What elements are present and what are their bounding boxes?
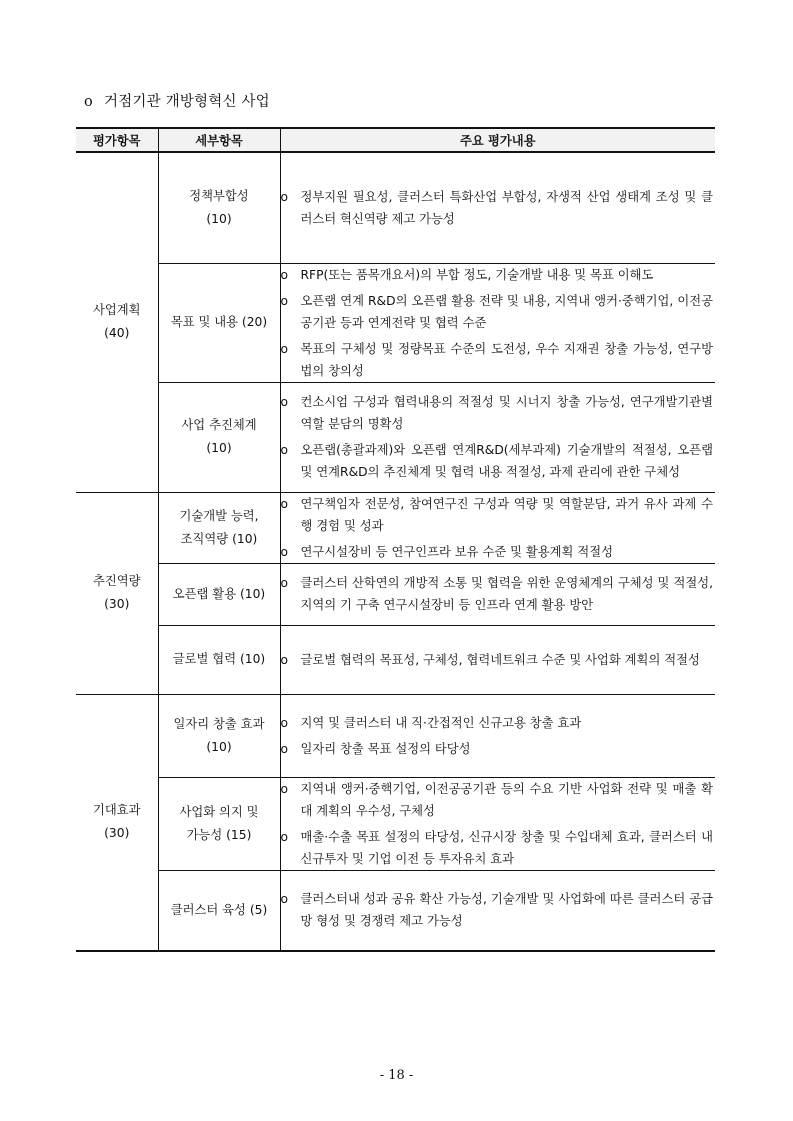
sub-item-cell (158, 694, 280, 777)
sub-item-cell (158, 625, 280, 694)
list-item (281, 338, 716, 382)
sub-item-label: 목표 및 내용 (20) (170, 315, 268, 329)
sub-item-score: (10) (206, 211, 232, 226)
item-text: 일자리 창출 목표 설정의 타당성 (300, 741, 471, 756)
content-cell (280, 563, 715, 625)
table-row (76, 152, 715, 263)
category-score: (30) (104, 597, 130, 611)
sub-item-label: 사업화 의지 및 (179, 804, 259, 819)
list-item (281, 888, 716, 932)
list-item (281, 541, 716, 563)
sub-item-label: 오픈랩 활용 (10) (172, 586, 266, 601)
item-text: RFP(또는 품목개요서)의 부합 정도, 기술개발 내용 및 목표 이해도 (300, 267, 654, 282)
content-cell (280, 625, 715, 694)
sub-item-score: 조직역량 (10) (180, 531, 258, 546)
circle-bullet-icon: o (280, 741, 289, 756)
content-cell (280, 263, 715, 382)
item-text: 연구책임자 전문성, 참여연구진 구성과 역량 및 역할분담, 과거 유사 과제 수행 경험 및 성과 (300, 496, 713, 533)
circle-bullet-icon: o (280, 715, 289, 730)
category-score: (40) (104, 326, 130, 341)
header-category: 평가항목 (76, 128, 158, 152)
list-item (281, 186, 716, 230)
item-text: 지역내 앵커·중핵기업, 이전공공기관 등의 수요 기반 사업화 전략 및 매출 확대 계획의 우수성, 구체성 (300, 781, 713, 818)
item-text: 지역 및 클러스터 내 직·간접적인 신규고용 창출 효과 (300, 715, 582, 730)
sub-item-cell (158, 382, 280, 492)
list-item (281, 439, 716, 483)
list-item (281, 826, 716, 870)
content-cell (280, 777, 715, 870)
header-main-content: 주요 평가내용 (280, 128, 715, 152)
category-cell (76, 492, 158, 694)
circle-bullet-icon: o (280, 341, 289, 356)
category-label: 기대효과 (92, 803, 141, 818)
table-row (76, 694, 715, 777)
sub-item-cell (158, 563, 280, 625)
circle-bullet-icon: o (280, 293, 289, 308)
sub-item-cell (158, 870, 280, 951)
sub-item-cell (158, 777, 280, 870)
list-item (281, 290, 716, 334)
circle-bullet-icon: o (280, 544, 289, 559)
list-item (281, 572, 716, 616)
category-cell (76, 694, 158, 951)
content-cell (280, 870, 715, 951)
sub-item-cell (158, 263, 280, 382)
sub-item-label: 기술개발 능력, (179, 508, 259, 523)
item-text: 정부지원 필요성, 클러스터 특화산업 부합성, 자생적 산업 생태계 조성 및 클러스터 혁신역량 제고 가능성 (300, 189, 713, 226)
item-text: 매출·수출 목표 설정의 타당성, 신규시장 창출 및 수입대체 효과, 클러스터 내 신규투자 및 기업 이전 등 투자유치 효과 (300, 829, 713, 866)
circle-bullet-icon: o (84, 94, 93, 110)
item-text: 클러스터 산학연의 개방적 소통 및 협력을 위한 운영체계의 구체성 및 적절성, 지역의 기 구축 연구시설장비 등 인프라 연계 활용 방안 (300, 576, 713, 612)
item-text: 오픈랩(총괄과제)와 오픈랩 연계R&D(세부과제) 기술개발의 적절성, 오픈랩 및 연계R&D의 추진체계 및 협력 내용 적절성, 과제 관리에 관한 구체성 (300, 443, 713, 479)
category-label: 추진역량 (92, 574, 141, 588)
header-sub-item: 세부항목 (158, 128, 280, 152)
sub-item-label: 정책부합성 (189, 188, 249, 203)
circle-bullet-icon: o (280, 496, 289, 511)
table-row (76, 870, 715, 951)
table-header-row (76, 128, 715, 152)
table-row (76, 777, 715, 870)
content-cell (280, 382, 715, 492)
circle-bullet-icon: o (280, 395, 289, 409)
category-label: 사업계획 (92, 303, 141, 318)
section-title-text: 거점기관 개방형혁신 사업 (104, 94, 270, 110)
sub-item-label: 일자리 창출 효과 (173, 716, 265, 731)
table-row (76, 625, 715, 694)
content-cell (280, 492, 715, 563)
category-cell (76, 152, 158, 492)
item-text: 글로벌 협력의 목표성, 구체성, 협력네트워크 수준 및 사업화 계획의 적절성 (300, 652, 700, 667)
content-cell (280, 152, 715, 263)
circle-bullet-icon: o (280, 189, 289, 204)
item-text: 컨소시엄 구성과 협력내용의 적절성 및 시너지 창출 가능성, 연구개발기관별 역할 분담의 명확성 (300, 395, 713, 431)
page-number: - 18 - (379, 1068, 414, 1083)
list-item (281, 738, 716, 760)
list-item (281, 778, 716, 822)
table-row (76, 263, 715, 382)
item-text: 목표의 구체성 및 정량목표 수준의 도전성, 우수 지재권 창출 가능성, 연구방법의 창의성 (300, 341, 713, 378)
item-text: 오픈랩 연계 R&D의 오픈랩 활용 전략 및 내용, 지역내 앵커·중핵기업, 이전공공기관 등과 연계전략 및 협력 수준 (300, 293, 713, 330)
sub-item-cell (158, 492, 280, 563)
list-item (281, 712, 716, 734)
table-row (76, 382, 715, 492)
table-row (76, 492, 715, 563)
evaluation-criteria-table (76, 127, 715, 952)
sub-item-score: (10) (206, 739, 232, 754)
content-cell (280, 694, 715, 777)
section-heading (84, 90, 270, 111)
item-text: 연구시설장비 등 연구인프라 보유 수준 및 활용계획 적절성 (300, 544, 613, 559)
circle-bullet-icon: o (280, 267, 289, 282)
sub-item-score: (10) (206, 441, 232, 455)
circle-bullet-icon: o (280, 443, 289, 457)
sub-item-label: 글로벌 협력 (10) (172, 652, 266, 666)
category-score: (30) (104, 826, 130, 841)
list-item (281, 391, 716, 435)
sub-item-score: 가능성 (15) (186, 827, 252, 842)
circle-bullet-icon: o (280, 652, 289, 667)
list-item (281, 649, 716, 671)
list-item (281, 493, 716, 537)
table-row (76, 563, 715, 625)
circle-bullet-icon: o (280, 892, 289, 907)
sub-item-label: 사업 추진체계 (181, 418, 257, 432)
list-item (281, 264, 716, 286)
circle-bullet-icon: o (280, 576, 289, 590)
circle-bullet-icon: o (280, 829, 289, 844)
sub-item-cell (158, 152, 280, 263)
sub-item-label: 클러스터 육성 (5) (170, 902, 268, 917)
item-text: 클러스터내 성과 공유 확산 가능성, 기술개발 및 사업화에 따른 클러스터 공급망 형성 및 경쟁력 제고 가능성 (300, 892, 713, 929)
circle-bullet-icon: o (280, 781, 289, 796)
